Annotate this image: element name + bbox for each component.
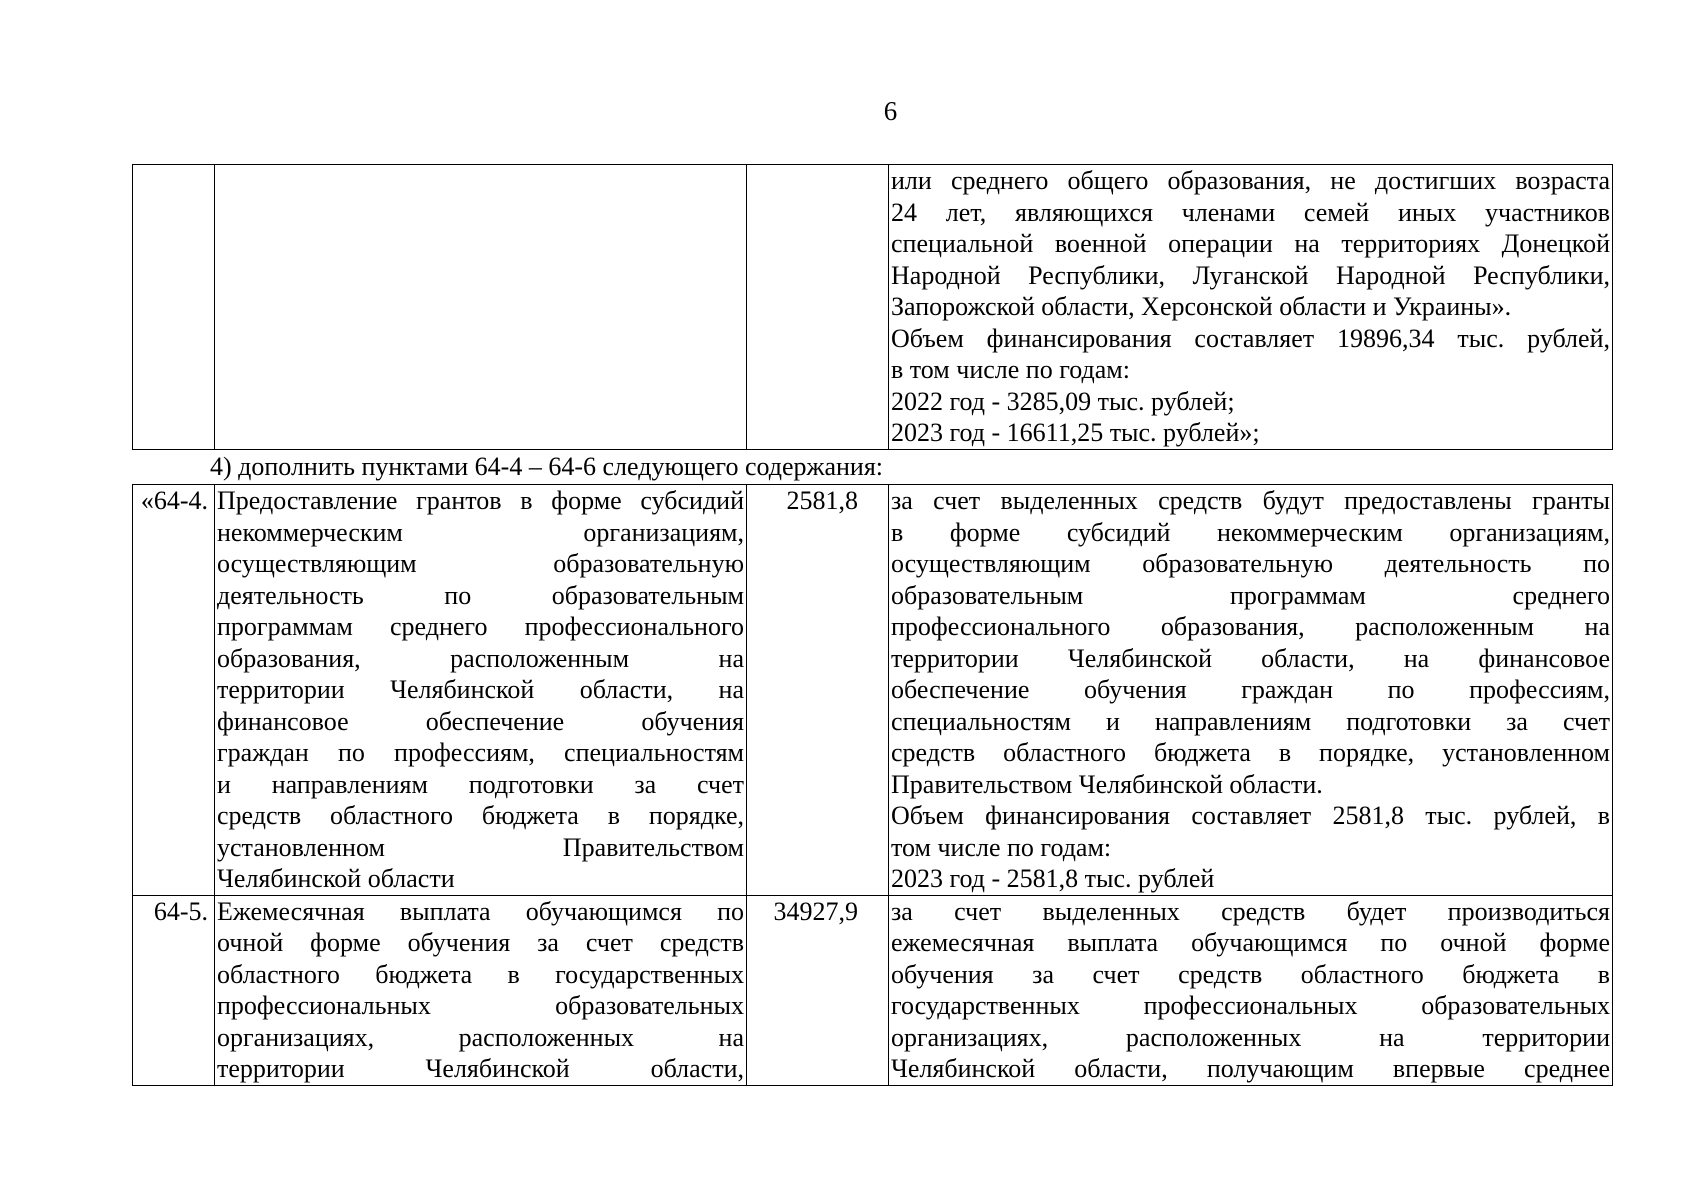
- text-line: обеспечение обучения граждан по профессиям,: [891, 675, 1610, 704]
- text-line: Предоставление грантов в форме субсидий: [217, 486, 744, 515]
- item-amount: 2581,8: [747, 485, 889, 896]
- text-line: территории Челябинской области,: [217, 1054, 744, 1083]
- text-line: образовательным программам среднего: [891, 580, 1610, 610]
- text-line: 2023 год - 16611,25 тыс. рублей»;: [891, 418, 1260, 447]
- text-line: государственных профессиональных образовательных: [891, 991, 1610, 1020]
- text-line: средств областного бюджета в порядке, установленном: [891, 738, 1610, 767]
- text-line: том числе по годам:: [891, 832, 1112, 862]
- text-line: 2022 год - 3285,09 тыс. рублей;: [891, 386, 1235, 416]
- text-line: 24 лет, являющихся членами семей иных участников: [891, 197, 1610, 227]
- item-description: [889, 485, 1613, 896]
- text-line: территории Челябинской области, на: [217, 675, 744, 704]
- text-line: в том числе по годам:: [891, 355, 1130, 384]
- text-line: Запорожской области, Херсонской области и Украины».: [891, 292, 1512, 321]
- text-line: средств областного бюджета в порядке,: [217, 801, 744, 830]
- text-line: в форме субсидий некоммерческим организациям,: [891, 517, 1610, 547]
- text-line: профессиональных образовательных: [217, 991, 744, 1020]
- page-number: 6: [883, 96, 898, 126]
- text-line: образования, расположенным на: [217, 643, 744, 673]
- text-line: Челябинской области, получающим впервые среднее: [891, 1054, 1610, 1083]
- text-line: организациях, расположенных на территории: [891, 1022, 1610, 1052]
- item-amount: 34927,9: [747, 895, 889, 1085]
- name-cell: [215, 165, 747, 450]
- text-line: Объем финансирования составляет 2581,8 тыс. рублей, в: [891, 801, 1610, 830]
- table-row: [133, 895, 1613, 1085]
- text-line: установленном Правительством: [217, 832, 744, 862]
- text-line: за счет выделенных средств будет производиться: [891, 896, 1610, 926]
- amount-cell: [747, 165, 889, 450]
- text-line: осуществляющим образовательную деятельность по: [891, 549, 1610, 578]
- items-table: [132, 484, 1613, 1086]
- table-row: [133, 485, 1613, 896]
- text-line: Правительством Челябинской области.: [891, 769, 1323, 799]
- table-row: [133, 165, 1613, 450]
- text-line: территории Челябинской области, на финансовое: [891, 643, 1610, 673]
- number-cell: [133, 165, 215, 450]
- item-number: 64-5.: [133, 895, 215, 1085]
- text-line: специальностям и направлениям подготовки за счет: [891, 706, 1610, 736]
- text-line: граждан по профессиям, специальностям: [217, 738, 744, 767]
- continuation-table: [132, 164, 1613, 450]
- text-line: Челябинской области: [217, 864, 455, 893]
- instruction-text: 4) дополнить пунктами 64-4 – 64-6 следующего содержания:: [210, 452, 884, 481]
- text-line: программам среднего профессионального: [217, 612, 744, 641]
- text-line: организациях, расположенных на: [217, 1022, 744, 1052]
- text-line: некоммерческим организациям,: [217, 517, 744, 547]
- text-line: Народной Республики, Луганской Народной Республики,: [891, 260, 1610, 290]
- text-line: Объем финансирования составляет 19896,34 тыс. рублей,: [891, 323, 1610, 353]
- text-line: деятельность по образовательным: [217, 580, 744, 610]
- text-line: обучения за счет средств областного бюджета в: [891, 959, 1610, 989]
- text-line: 2023 год - 2581,8 тыс. рублей: [891, 864, 1215, 893]
- item-number: «64-4.: [133, 485, 215, 896]
- text-line: финансовое обеспечение обучения: [217, 706, 744, 736]
- text-line: очной форме обучения за счет средств: [217, 928, 744, 957]
- text-line: Ежемесячная выплата обучающимся по: [217, 896, 744, 926]
- text-line: профессионального образования, расположенным на: [891, 612, 1610, 641]
- text-line: областного бюджета в государственных: [217, 959, 744, 989]
- item-name: [215, 895, 747, 1085]
- text-line: специальной военной операции на территориях Донецкой: [891, 229, 1610, 258]
- item-name: [215, 485, 747, 896]
- text-line: и направлениям подготовки за счет: [217, 769, 744, 799]
- text-line: за счет выделенных средств будут предоставлены гранты: [891, 486, 1610, 515]
- item-description: [889, 895, 1613, 1085]
- description-cell: [889, 165, 1613, 450]
- text-line: осуществляющим образовательную: [217, 549, 744, 578]
- text-line: или среднего общего образования, не достигших возраста: [891, 166, 1610, 195]
- text-line: ежемесячная выплата обучающимся по очной форме: [891, 928, 1610, 957]
